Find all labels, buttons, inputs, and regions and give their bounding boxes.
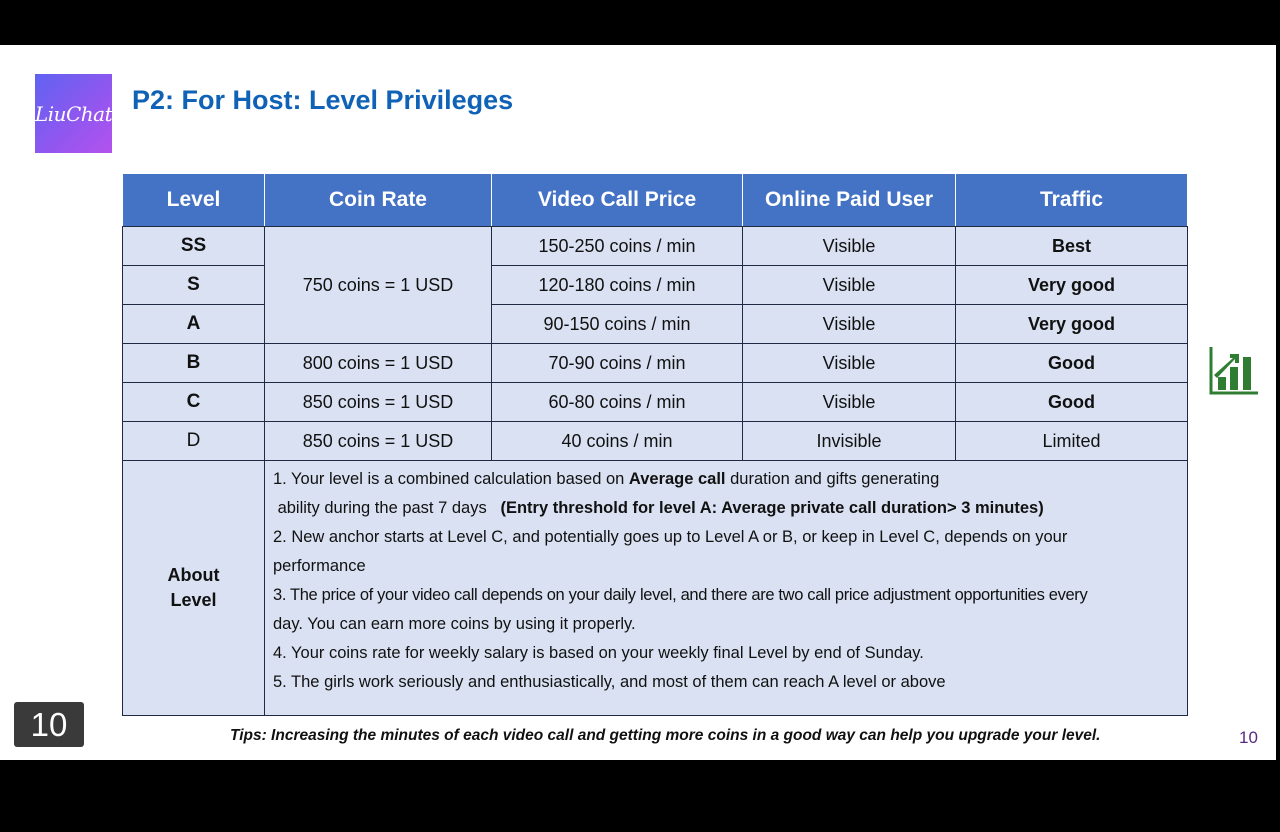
price-cell: 90-150 coins / min [492, 305, 743, 344]
header-traffic: Traffic [956, 174, 1188, 227]
traffic-cell: Limited [956, 422, 1188, 461]
level-cell: C [123, 383, 265, 422]
about-line-4: 4. Your coins rate for weekly salary is based on your weekly final Level by end of Sunday. [273, 644, 924, 662]
about-level-label [123, 461, 265, 716]
level-cell: A [123, 305, 265, 344]
online-cell: Invisible [743, 422, 956, 461]
tips-text: Tips: Increasing the minutes of each video call and getting more coins in a good way can help you upgrade your level. [230, 727, 1101, 744]
coin-rate-cell: 750 coins = 1 USD [265, 227, 492, 344]
app-logo-text: LiuChat [34, 101, 113, 126]
level-cell: B [123, 344, 265, 383]
level-cell: D [123, 422, 265, 461]
page-title: P2: For Host: Level Privileges [132, 85, 514, 115]
about-line-5: 5. The girls work seriously and enthusiastically, and most of them can reach A level or above [273, 673, 946, 691]
level-cell: S [123, 266, 265, 305]
table-row [123, 227, 1188, 266]
bar-chart-icon[interactable] [1208, 345, 1259, 396]
header-coin-rate: Coin Rate [265, 174, 492, 227]
about-line-3: 3. The price of your video call depends on your daily level, and there are two call price adjustment opportunities every [273, 586, 1088, 604]
online-cell: Visible [743, 344, 956, 383]
about-level-text [265, 461, 1188, 716]
traffic-cell: Good [956, 344, 1188, 383]
table-header-row [123, 174, 1188, 227]
coin-rate-cell: 850 coins = 1 USD [265, 383, 492, 422]
app-logo [35, 74, 112, 153]
online-cell: Visible [743, 227, 956, 266]
page-indicator-badge[interactable]: 10 [14, 702, 84, 747]
coin-rate-cell: 850 coins = 1 USD [265, 422, 492, 461]
header-level: Level [123, 174, 265, 227]
table-row [123, 344, 1188, 383]
online-cell: Visible [743, 383, 956, 422]
page-number: 10 [1239, 728, 1258, 747]
level-cell: SS [123, 227, 265, 266]
about-line-2b: performance [273, 557, 366, 575]
table-row [123, 422, 1188, 461]
price-cell: 120-180 coins / min [492, 266, 743, 305]
traffic-cell: Best [956, 227, 1188, 266]
traffic-cell: Very good [956, 266, 1188, 305]
online-cell: Visible [743, 305, 956, 344]
traffic-cell: Good [956, 383, 1188, 422]
price-cell: 60-80 coins / min [492, 383, 743, 422]
table-row [123, 383, 1188, 422]
price-cell: 70-90 coins / min [492, 344, 743, 383]
about-label-line: Level [170, 590, 217, 610]
online-cell: Visible [743, 266, 956, 305]
about-level-row [123, 461, 1188, 716]
price-cell: 40 coins / min [492, 422, 743, 461]
price-cell: 150-250 coins / min [492, 227, 743, 266]
about-label-line: About [167, 565, 220, 585]
slide [0, 45, 1276, 760]
coin-rate-cell: 800 coins = 1 USD [265, 344, 492, 383]
about-line-3b: day. You can earn more coins by using it properly. [273, 615, 636, 633]
level-privileges-table [122, 173, 1188, 716]
about-line-1b: ability during the past 7 days (Entry threshold for level A: Average private call duration> 3 minutes) [273, 499, 1044, 517]
traffic-cell: Very good [956, 305, 1188, 344]
header-online-paid-user: Online Paid User [743, 174, 956, 227]
about-line-1: 1. Your level is a combined calculation based on Average call duration and gifts generating [273, 470, 940, 488]
about-line-2: 2. New anchor starts at Level C, and potentially goes up to Level A or B, or keep in Level C, depends on your [273, 528, 1068, 546]
header-video-call-price: Video Call Price [492, 174, 743, 227]
